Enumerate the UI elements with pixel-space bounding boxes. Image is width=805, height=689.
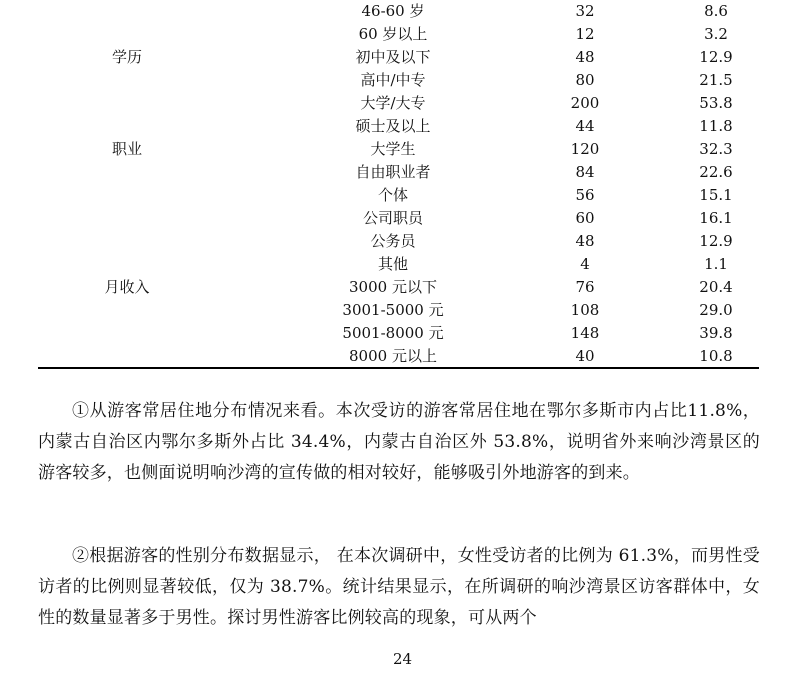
table-cell-category: 学历 — [111, 48, 142, 66]
table-cell-item: 大学/大专 — [360, 94, 426, 112]
table-cell-count: 120 — [570, 140, 600, 158]
table-cell-percent: 21.5 — [699, 71, 733, 89]
table-cell-item: 3001-5000 元 — [342, 301, 444, 319]
table-cell-percent: 20.4 — [699, 278, 733, 296]
table-row — [38, 161, 758, 184]
table-cell-percent: 1.1 — [704, 255, 728, 273]
table-row — [38, 0, 758, 23]
table-cell-percent: 29.0 — [699, 301, 733, 319]
table-cell-percent: 15.1 — [699, 186, 733, 204]
table-cell-percent: 53.8 — [699, 94, 733, 112]
table-cell-item: 3000 元以下 — [349, 278, 437, 296]
table-cell-item: 大学生 — [370, 140, 416, 158]
table-cell-count: 48 — [575, 232, 595, 250]
body-paragraph-2: ②根据游客的性别分布数据显示， 在本次调研中，女性受访者的比例为 61.3%，而男性受访者的比例则显著较低，仅为 38.7%。统计结果显示，在所调研的响沙湾景区访客群体中，女性的数量显著多于男性。探讨男性游客比例较高的现象，可从两个 — [38, 546, 760, 628]
table-cell-percent: 8.6 — [704, 2, 728, 20]
table-cell-count: 48 — [575, 48, 595, 66]
page-number: 24 — [392, 650, 413, 668]
table-cell-count: 76 — [575, 278, 595, 296]
table-cell-item: 5001-8000 元 — [342, 324, 444, 342]
table-cell-item: 46-60 岁 — [361, 2, 425, 20]
table-cell-item: 8000 元以上 — [349, 347, 437, 365]
table-row — [38, 345, 758, 368]
table-row — [38, 69, 758, 92]
table-cell-percent: 16.1 — [699, 209, 733, 227]
table-cell-item: 高中/中专 — [360, 71, 426, 89]
body-paragraph-1: ①从游客常居住地分布情况来看。本次受访的游客常居住地在鄂尔多斯市内占比11.8%，内蒙古自治区内鄂尔多斯外占比 34.4%，内蒙古自治区外 53.8%，说明省外来响沙湾景区的游客较多，也侧面说明响沙湾的宣传做的相对较好，能够吸引外地游客的到来。 — [38, 401, 760, 483]
table-row — [38, 138, 758, 161]
table-cell-count: 148 — [570, 324, 600, 342]
table-cell-count: 60 — [575, 209, 595, 227]
table-row — [38, 23, 758, 46]
table-row — [38, 115, 758, 138]
table-row — [38, 299, 758, 322]
table-cell-count: 4 — [580, 255, 590, 273]
table-row — [38, 184, 758, 207]
table-cell-item: 初中及以下 — [355, 48, 431, 66]
table-row — [38, 253, 758, 276]
table-cell-percent: 11.8 — [699, 117, 733, 135]
table-cell-count: 200 — [570, 94, 600, 112]
table-cell-count: 44 — [575, 117, 595, 135]
table-cell-percent: 10.8 — [699, 347, 733, 365]
table-cell-count: 40 — [575, 347, 595, 365]
table-cell-item: 公务员 — [370, 232, 416, 250]
table-cell-percent: 22.6 — [699, 163, 733, 181]
table-cell-item: 60 岁以上 — [358, 25, 428, 43]
table-row — [38, 322, 758, 345]
table-cell-count: 56 — [575, 186, 595, 204]
table-cell-category: 月收入 — [104, 278, 150, 296]
table-row — [38, 230, 758, 253]
table-cell-category: 职业 — [111, 140, 142, 158]
table-cell-count: 108 — [570, 301, 600, 319]
table-row — [38, 46, 758, 69]
table-row — [38, 276, 758, 299]
table-cell-item: 自由职业者 — [355, 163, 431, 181]
table-row — [38, 92, 758, 115]
table-cell-item: 硕士及以上 — [355, 117, 431, 135]
table-cell-percent: 3.2 — [704, 25, 728, 43]
table-cell-item: 个体 — [377, 186, 408, 204]
table-cell-item: 其他 — [377, 255, 408, 273]
table-bottom-rule — [38, 367, 759, 369]
table-cell-count: 80 — [575, 71, 595, 89]
table-cell-percent: 39.8 — [699, 324, 733, 342]
table-cell-count: 32 — [575, 2, 595, 20]
table-row — [38, 207, 758, 230]
table-cell-item: 公司职员 — [362, 209, 423, 227]
table-cell-percent: 12.9 — [699, 232, 733, 250]
table-cell-percent: 32.3 — [699, 140, 733, 158]
table-cell-percent: 12.9 — [699, 48, 733, 66]
table-cell-count: 12 — [575, 25, 595, 43]
table-cell-count: 84 — [575, 163, 595, 181]
